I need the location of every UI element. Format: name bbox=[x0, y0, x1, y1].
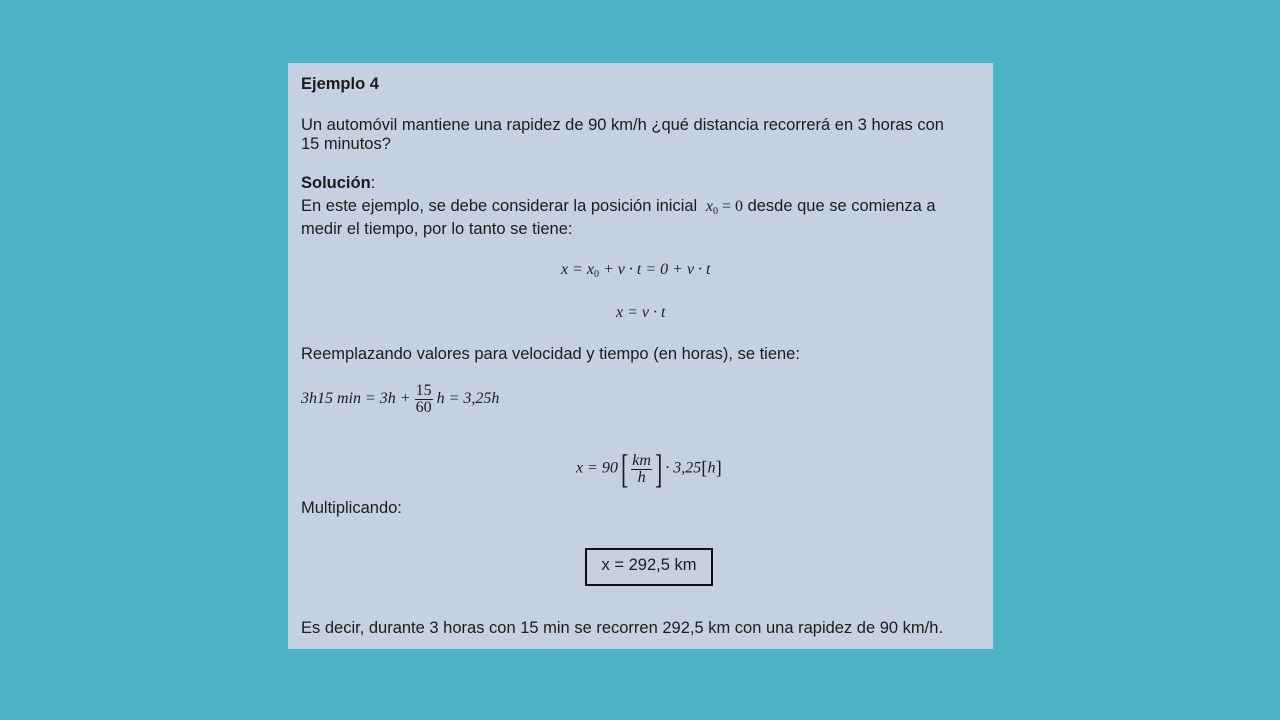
unit-numerator: km bbox=[632, 451, 651, 469]
time-denominator: 60 bbox=[415, 399, 432, 416]
solution-label: Solución bbox=[301, 174, 371, 192]
equation-simplified: x = v · t bbox=[616, 304, 666, 321]
left-bracket-icon: [ bbox=[620, 446, 629, 491]
time-lhs: 3h15 min = 3h + bbox=[301, 390, 411, 408]
equation-distance bbox=[576, 446, 722, 491]
intro-line-2: medir el tiempo, por lo tanto se tiene: bbox=[301, 220, 573, 238]
replacing-text: Reemplazando valores para velocidad y tiempo (en horas), se tiene: bbox=[301, 345, 800, 363]
intro-text-after: desde que se comienza a bbox=[747, 197, 936, 215]
initial-x: x bbox=[705, 198, 713, 215]
intro-text-before: En este ejemplo, se debe considerar la posición inicial bbox=[301, 197, 698, 215]
dist-mid: · 3,25 bbox=[665, 459, 702, 477]
initial-sub: 0 bbox=[712, 206, 718, 217]
small-left-bracket-icon: [ bbox=[701, 457, 708, 479]
multiplying-text: Multiplicando: bbox=[301, 499, 402, 517]
initial-position-formula bbox=[702, 198, 743, 215]
time-fraction bbox=[415, 383, 433, 416]
initial-rest: = 0 bbox=[717, 198, 743, 215]
unit-fraction bbox=[631, 453, 652, 486]
conclusion-text: Es decir, durante 3 horas con 15 min se recorren 292,5 km con una rapidez de 90 km/h. bbox=[301, 619, 944, 637]
dist-unit-2: h bbox=[707, 459, 716, 477]
example-card bbox=[288, 63, 993, 649]
dist-lhs: x = 90 bbox=[576, 459, 618, 477]
problem-line-2: 15 minutos? bbox=[301, 135, 391, 153]
equation-time-conversion bbox=[301, 383, 499, 416]
solution-colon: : bbox=[370, 174, 376, 192]
result-box: x = 292,5 km bbox=[585, 548, 713, 586]
intro-line-1 bbox=[301, 197, 936, 221]
right-bracket-icon: ] bbox=[654, 446, 663, 491]
unit-denominator: h bbox=[637, 468, 646, 486]
eq1-part-b: + v · t = 0 + v · t bbox=[599, 261, 711, 278]
example-title: Ejemplo 4 bbox=[301, 75, 379, 93]
equation-position bbox=[561, 261, 710, 280]
small-right-bracket-icon: ] bbox=[715, 457, 722, 479]
eq1-part-a: x = x bbox=[561, 261, 594, 278]
solution-heading bbox=[301, 174, 375, 193]
time-rhs: h = 3,25h bbox=[436, 390, 500, 408]
problem-line-1: Un automóvil mantiene una rapidez de 90 km/h ¿qué distancia recorrerá en 3 horas con bbox=[301, 116, 944, 134]
time-numerator: 15 bbox=[415, 382, 432, 399]
eq1-sub: 0 bbox=[594, 269, 599, 280]
